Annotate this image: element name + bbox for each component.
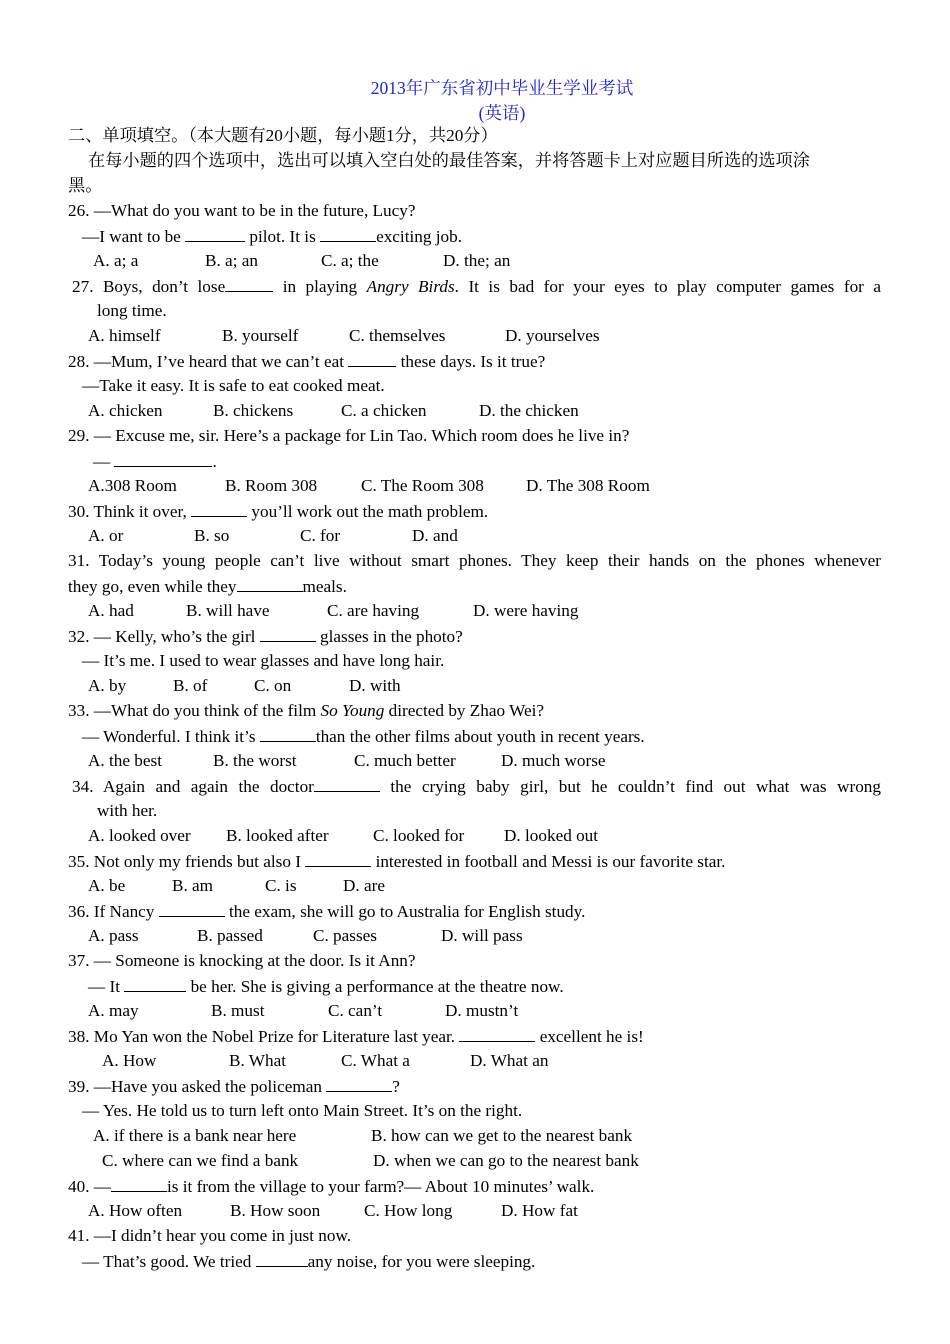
option-d: D. The 308 Room [526,476,650,495]
question-39-answer-line: — Yes. He told us to turn left onto Main Street. It’s on the right. [82,1101,523,1120]
option-c: C. can’t [328,1001,383,1020]
blank [260,625,316,642]
option-a: A. himself [88,326,161,345]
option-d: D. What an [470,1051,549,1070]
option-b: B. passed [197,926,263,945]
option-d: D. yourselves [505,326,600,345]
option-a: A. How often [88,1201,183,1220]
section-instruction-cont: 黑。 [68,176,103,195]
question-31-stem: 31. Today’s young people can’t live without smart phones. They keep their hands on the phones whenever [68,551,881,570]
option-c: C. is [265,876,297,895]
option-c: C. a; the [321,251,379,270]
option-c: C. passes [313,926,377,945]
option-c: C. How long [364,1201,453,1220]
option-c: C. themselves [349,326,446,345]
blank [305,850,371,867]
blank [320,225,376,242]
option-c: C. The Room 308 [361,476,484,495]
blank [114,450,212,467]
option-a: A. looked over [88,826,191,845]
question-32-stem: 32. — Kelly, who’s the girl glasses in the photo? [68,627,463,646]
question-36-stem: 36. If Nancy the exam, she will go to Australia for English study. [68,902,586,921]
option-b: B. how can we get to the nearest bank [371,1126,633,1145]
question-38-stem: 38. Mo Yan won the Nobel Prize for Literature last year. excellent he is! [68,1027,644,1046]
option-d: D. looked out [504,826,599,845]
blank [225,275,273,292]
question-41-answer-line: — That’s good. We tried any noise, for you were sleeping. [82,1252,536,1271]
blank [185,225,245,242]
section-instruction: 在每小题的四个选项中，选出可以填入空白处的最佳答案，并将答题卡上对应题目所选的选项涂 [88,151,810,170]
blank [326,1075,392,1092]
blank [260,725,316,742]
option-b: B. a; an [205,251,258,270]
option-c: C. much better [354,751,456,770]
blank [237,575,303,592]
question-26-stem: 26. —What do you want to be in the future, Lucy? [68,201,416,220]
option-c: C. a chicken [341,401,427,420]
option-a: A. pass [88,926,139,945]
option-d: D. the chicken [479,401,579,420]
option-d: D. much worse [501,751,606,770]
option-c: C. What a [341,1051,410,1070]
question-31-stem-cont: they go, even while they meals. [68,577,347,596]
question-37-answer-line: — It be her. She is giving a performance at the theatre now. [88,977,564,996]
question-40-stem: 40. — is it from the village to your farm?— About 10 minutes’ walk. [68,1177,595,1196]
option-d: D. mustn’t [445,1001,519,1020]
option-b: B. must [211,1001,265,1020]
option-c: C. are having [327,601,420,620]
option-b: B. looked after [226,826,329,845]
question-33-stem: 33. —What do you think of the film So Young directed by Zhao Wei? [68,701,544,720]
question-26-answer-line: —I want to be pilot. It is exciting job. [82,227,462,246]
option-c: C. looked for [373,826,465,845]
question-33-answer-line: — Wonderful. I think it’s than the other films about youth in recent years. [82,727,645,746]
option-a: A. a; a [93,251,139,270]
blank [111,1175,167,1192]
question-28-answer-line: —Take it easy. It is safe to eat cooked meat. [82,376,385,395]
question-27-stem: 27. Boys, don’t lose in playing Angry Birds. It is bad for your eyes to play computer games for a [72,277,881,296]
option-c: C. where can we find a bank [102,1151,299,1170]
option-a: A. had [88,601,134,620]
option-a: A. the best [88,751,162,770]
option-b: B. Room 308 [225,476,318,495]
option-d: D. when we can go to the nearest bank [373,1151,639,1170]
blank [159,900,225,917]
blank [256,1250,308,1267]
question-35-stem: 35. Not only my friends but also I interested in football and Messi is our favorite star. [68,852,726,871]
option-b: B. will have [186,601,270,620]
question-39-stem: 39. —Have you asked the policeman ? [68,1077,400,1096]
exam-title: 2013年广东省初中毕业生学业考试 [370,78,634,98]
question-32-answer-line: — It’s me. I used to wear glasses and have long hair. [82,651,445,670]
blank [124,975,186,992]
question-30-stem: 30. Think it over, you’ll work out the math problem. [68,502,489,521]
option-d: D. will pass [441,926,523,945]
question-41-stem: 41. —I didn’t hear you come in just now. [68,1226,352,1245]
question-29-stem: 29. — Excuse me, sir. Here’s a package for Lin Tao. Which room does he live in? [68,426,630,445]
question-27-stem-cont: long time. [97,301,167,320]
option-d: D. the; an [443,251,511,270]
option-b: B. What [229,1051,286,1070]
question-28-stem: 28. —Mum, I’ve heard that we can’t eat these days. Is it true? [68,352,546,371]
option-b: B. yourself [222,326,299,345]
option-c: C. on [254,676,292,695]
option-d: D. with [349,676,401,695]
blank [314,775,380,792]
option-c: C. for [300,526,341,545]
question-29-answer-line: — . [93,452,217,471]
option-d: D. and [412,526,458,545]
option-a: A. may [88,1001,139,1020]
option-d: D. How fat [501,1201,578,1220]
blank [348,350,396,367]
option-a: A. be [88,876,126,895]
blank [191,500,247,517]
option-b: B. the worst [213,751,297,770]
blank [459,1025,535,1042]
exam-subtitle: (英语) [478,103,526,123]
question-34-stem-cont: with her. [97,801,158,820]
option-b: B. of [173,676,208,695]
option-a: A. if there is a bank near here [93,1126,297,1145]
option-a: A. by [88,676,127,695]
option-b: B. am [172,876,214,895]
question-37-stem: 37. — Someone is knocking at the door. Is it Ann? [68,951,416,970]
option-b: B. How soon [230,1201,321,1220]
question-34-stem: 34. Again and again the doctor the crying baby girl, but he couldn’t find out what was wrong [72,777,881,796]
option-a: A. How [102,1051,157,1070]
option-d: D. were having [473,601,579,620]
option-a: A. or [88,526,124,545]
option-d: D. are [343,876,385,895]
option-a: A.308 Room [88,476,177,495]
option-a: A. chicken [88,401,163,420]
option-b: B. chickens [213,401,294,420]
option-b: B. so [194,526,230,545]
section-heading: 二、单项填空。（本大题有20小题，每小题1分，共20分） [68,126,498,145]
